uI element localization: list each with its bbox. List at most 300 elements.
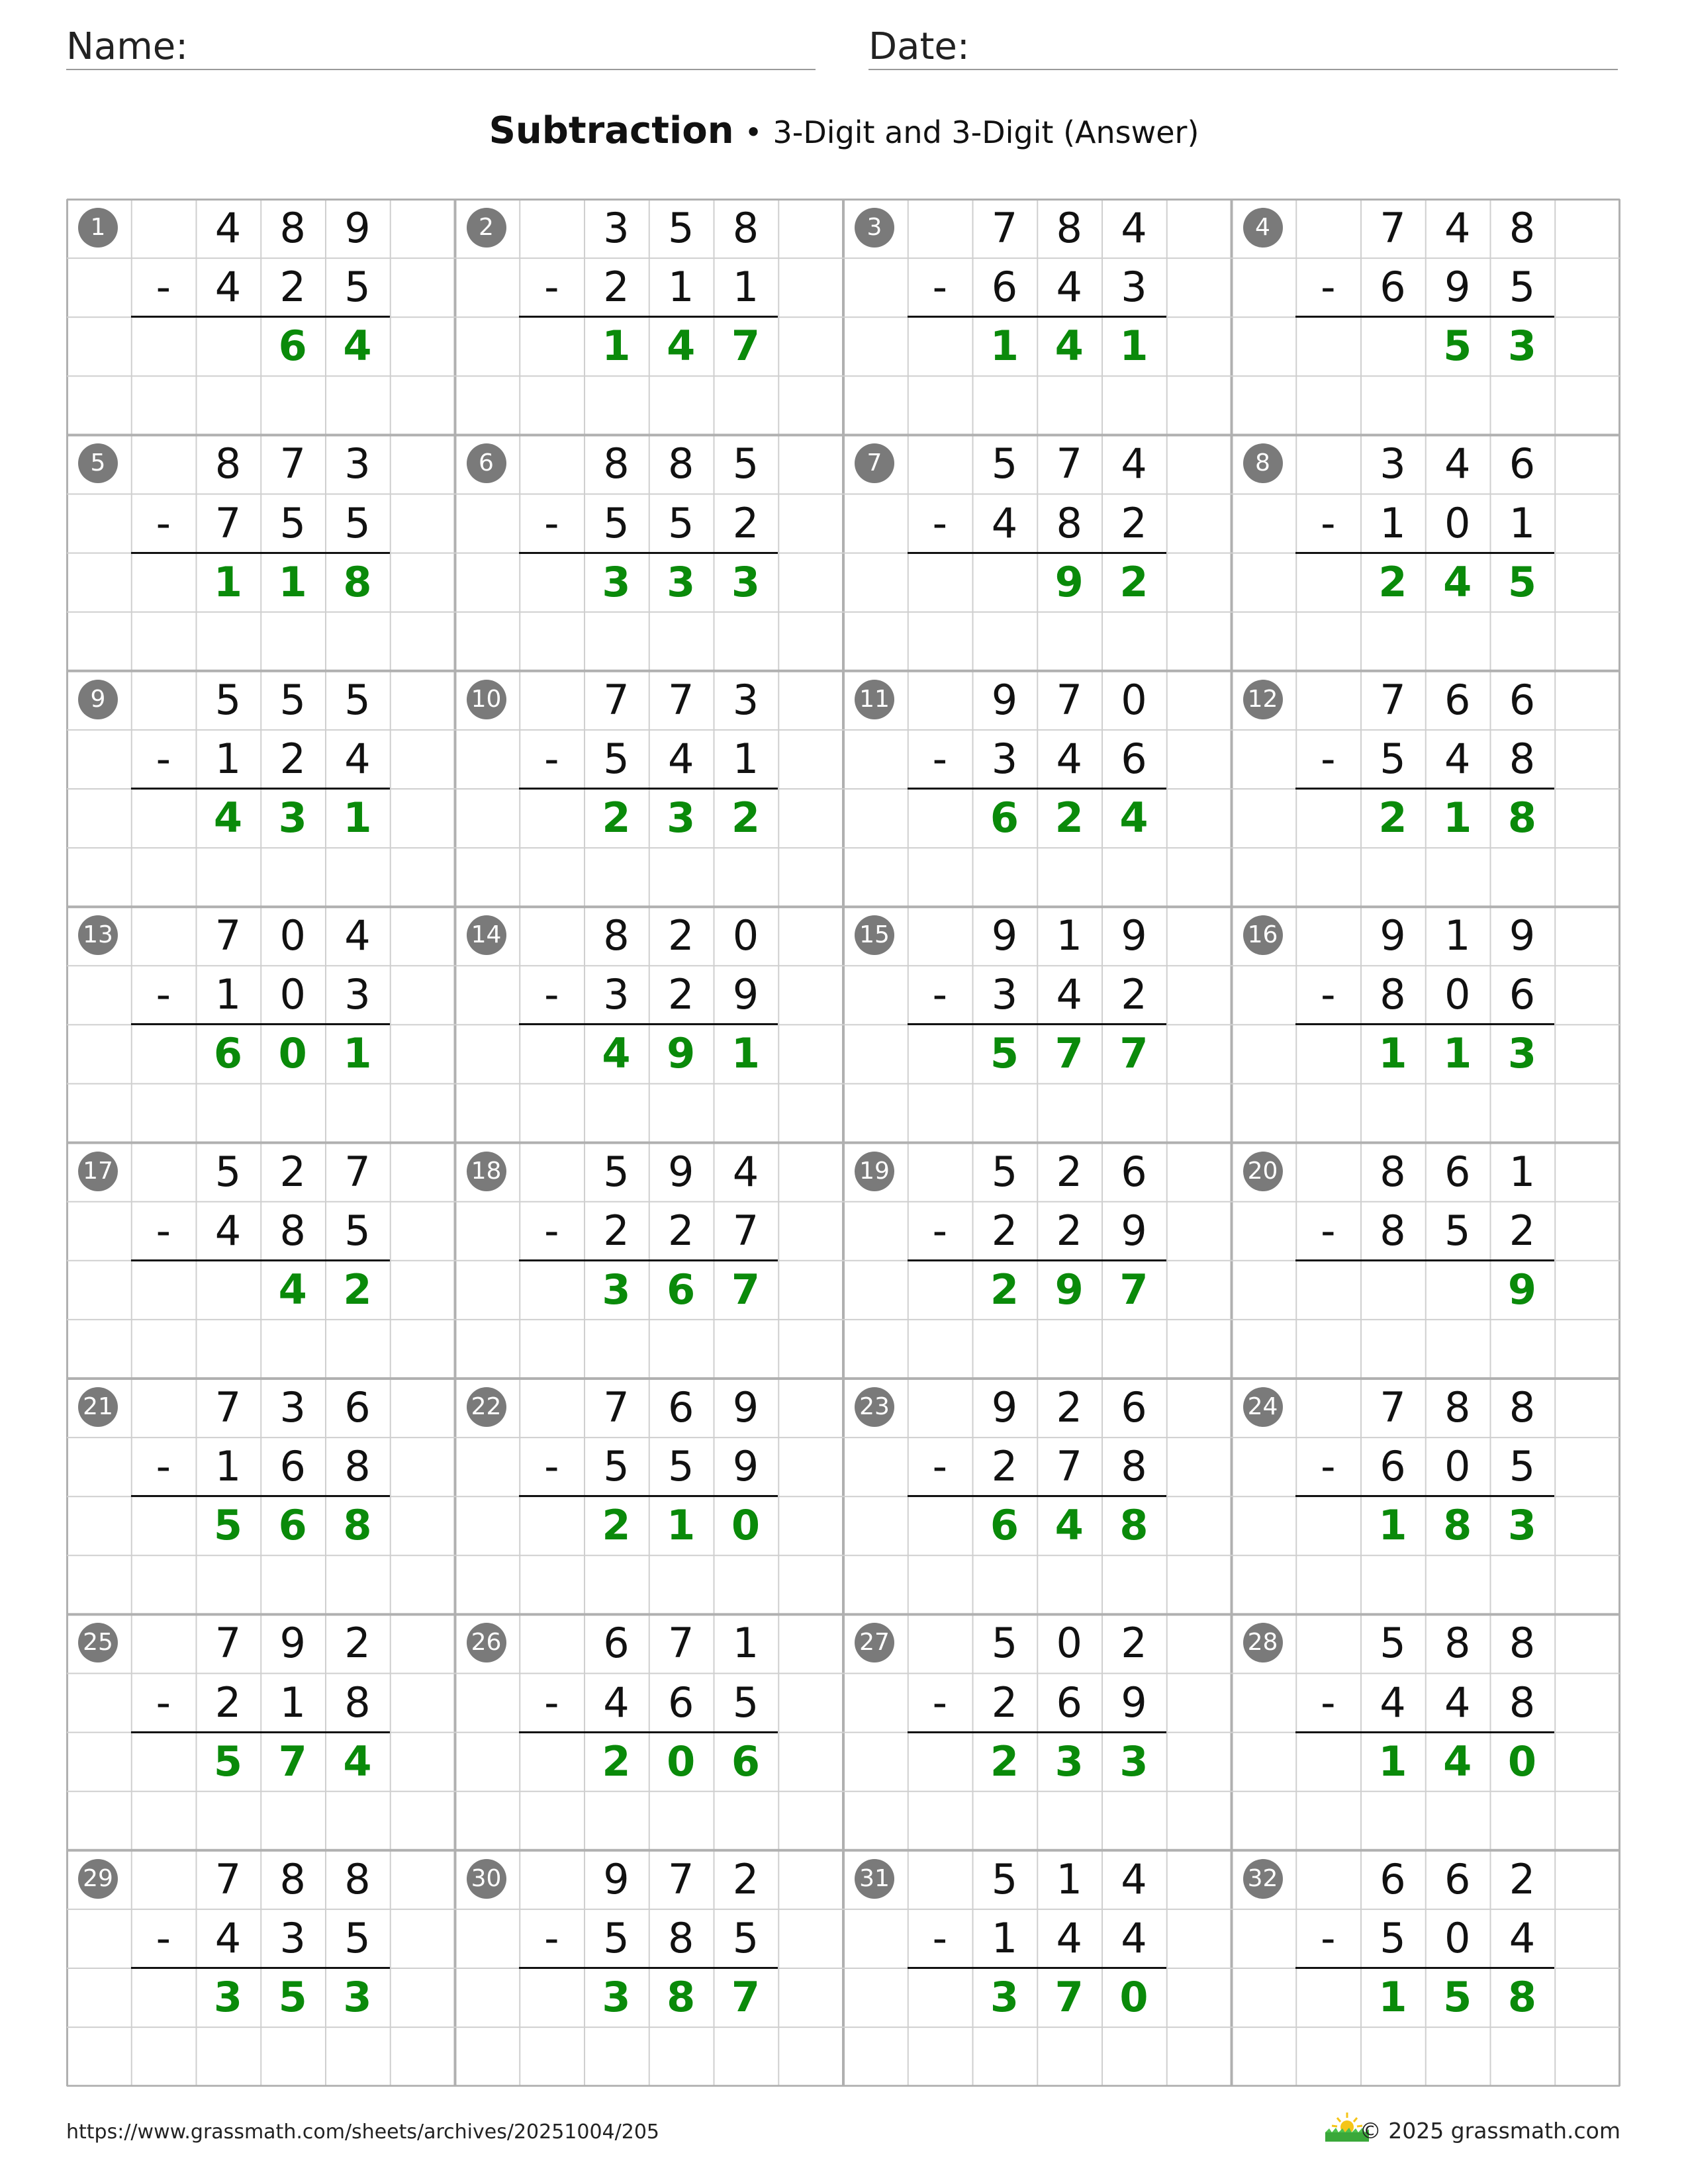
minus-sign: - <box>156 498 171 547</box>
minuend-digit: 2 <box>1121 1619 1147 1668</box>
problem-number-badge: 18 <box>467 1152 506 1191</box>
answer-digit: 4 <box>1119 794 1149 842</box>
subtrahend-digit: 2 <box>991 1678 1018 1727</box>
answer-digit: 3 <box>278 794 307 842</box>
minuend-digit: 7 <box>603 1383 630 1432</box>
subtrahend-digit: 5 <box>279 498 306 547</box>
minuend-digit: 6 <box>1121 1383 1147 1432</box>
answer-digit: 5 <box>213 1737 243 1786</box>
answer-digit: 1 <box>990 322 1019 371</box>
answer-digit: 7 <box>1119 1265 1149 1314</box>
minus-sign: - <box>932 498 947 547</box>
minuend-digit: 2 <box>279 1147 306 1196</box>
minuend-digit: 7 <box>1056 675 1082 724</box>
minuend-digit: 9 <box>344 204 371 252</box>
answer-digit: 1 <box>1443 794 1472 842</box>
minuend-digit: 2 <box>1056 1147 1082 1196</box>
problem-number-badge: 1 <box>78 208 118 248</box>
answer-digit: 4 <box>1443 1737 1472 1786</box>
minus-sign: - <box>932 1678 947 1727</box>
answer-digit: 6 <box>667 1265 696 1314</box>
answer-digit: 8 <box>343 557 372 606</box>
minus-sign: - <box>1321 1442 1336 1491</box>
minuend-digit: 2 <box>1509 1854 1536 1903</box>
subtrahend-digit: 5 <box>1444 1206 1471 1255</box>
minuend-digit: 7 <box>1380 675 1406 724</box>
subtrahend-digit: 2 <box>214 1678 242 1727</box>
minuend-digit: 0 <box>1056 1619 1082 1668</box>
minuend-digit: 9 <box>1509 911 1536 960</box>
problem-number-badge: 22 <box>467 1387 506 1427</box>
answer-digit: 1 <box>1378 1737 1407 1786</box>
subtrahend-digit: 8 <box>344 1678 371 1727</box>
answer-digit: 6 <box>731 1737 761 1786</box>
answer-digit: 6 <box>278 1501 307 1550</box>
problem-number-badge: 5 <box>78 443 118 483</box>
minus-sign: - <box>544 498 559 547</box>
subtrahend-digit: 4 <box>1121 1913 1147 1962</box>
answer-underline <box>908 1495 1166 1497</box>
minuend-digit: 9 <box>991 1383 1018 1432</box>
answer-digit: 3 <box>343 1973 372 2021</box>
problem-number-badge: 7 <box>855 443 894 483</box>
answer-digit: 4 <box>1443 557 1472 606</box>
answer-digit: 0 <box>731 1501 761 1550</box>
minuend-digit: 6 <box>1121 1147 1147 1196</box>
subtrahend-digit: 1 <box>279 1678 306 1727</box>
answer-underline <box>519 1731 778 1733</box>
minus-sign: - <box>932 1206 947 1255</box>
subtrahend-digit: 4 <box>1056 263 1082 312</box>
subtrahend-digit: 7 <box>732 1206 759 1255</box>
subtrahend-digit: 8 <box>1121 1442 1147 1491</box>
minus-sign: - <box>156 1206 171 1255</box>
subtrahend-digit: 5 <box>1380 1913 1406 1962</box>
answer-underline <box>131 1259 390 1261</box>
answer-digit: 1 <box>343 1029 372 1078</box>
minuend-digit: 5 <box>991 1147 1018 1196</box>
answer-digit: 1 <box>667 1501 696 1550</box>
problem-number-badge: 16 <box>1243 915 1283 955</box>
minuend-digit: 7 <box>214 1619 242 1668</box>
subtrahend-digit: 4 <box>1444 1678 1471 1727</box>
answer-underline <box>131 316 390 318</box>
subtrahend-digit: 3 <box>1121 263 1147 312</box>
subtrahend-digit: 0 <box>1444 1913 1471 1962</box>
subtrahend-digit: 6 <box>668 1678 694 1727</box>
answer-underline <box>1295 1731 1554 1733</box>
subtrahend-digit: 4 <box>344 734 371 783</box>
minuend-digit: 8 <box>1056 204 1082 252</box>
answer-digit: 2 <box>1055 794 1084 842</box>
subtrahend-digit: 3 <box>991 970 1018 1019</box>
answer-digit: 2 <box>1378 794 1407 842</box>
minuend-digit: 7 <box>1380 204 1406 252</box>
answer-digit: 6 <box>278 322 307 371</box>
answer-underline <box>1295 1967 1554 1969</box>
subtrahend-digit: 4 <box>1056 970 1082 1019</box>
subtrahend-digit: 5 <box>668 498 694 547</box>
subtrahend-digit: 2 <box>1121 970 1147 1019</box>
problem-number-badge: 30 <box>467 1859 506 1899</box>
subtrahend-digit: 6 <box>279 1442 306 1491</box>
minuend-digit: 8 <box>279 1854 306 1903</box>
problem-number-badge: 11 <box>855 680 894 719</box>
problem-number-badge: 26 <box>467 1623 506 1662</box>
subtrahend-digit: 8 <box>1509 1678 1536 1727</box>
problem-number-badge: 14 <box>467 915 506 955</box>
answer-underline <box>519 1259 778 1261</box>
minuend-digit: 3 <box>344 439 371 488</box>
answer-digit: 3 <box>602 1973 631 2021</box>
minuend-digit: 5 <box>991 439 1018 488</box>
minuend-digit: 7 <box>668 675 694 724</box>
minuend-digit: 4 <box>732 1147 759 1196</box>
minuend-digit: 3 <box>732 675 759 724</box>
answer-digit: 8 <box>667 1973 696 2021</box>
answer-digit: 5 <box>1507 557 1537 606</box>
answer-digit: 1 <box>213 557 243 606</box>
answer-digit: 1 <box>1378 1973 1407 2021</box>
answer-digit: 4 <box>1055 1501 1084 1550</box>
answer-digit: 3 <box>1507 1029 1537 1078</box>
minuend-digit: 8 <box>214 439 242 488</box>
minuend-digit: 1 <box>1056 911 1082 960</box>
minus-sign: - <box>1321 970 1336 1019</box>
minuend-digit: 7 <box>214 911 242 960</box>
answer-underline <box>908 552 1166 554</box>
answer-digit: 8 <box>1507 1973 1537 2021</box>
minuend-digit: 7 <box>668 1854 694 1903</box>
subtrahend-digit: 1 <box>1380 498 1406 547</box>
problem-number-badge: 9 <box>78 680 118 719</box>
answer-digit: 8 <box>343 1501 372 1550</box>
minuend-digit: 7 <box>668 1619 694 1668</box>
answer-digit: 8 <box>1507 794 1537 842</box>
date-label: Date: <box>868 25 970 68</box>
subtrahend-digit: 1 <box>214 734 242 783</box>
minus-sign: - <box>544 1678 559 1727</box>
minus-sign: - <box>156 970 171 1019</box>
subtrahend-digit: 2 <box>603 263 630 312</box>
answer-underline <box>131 1967 390 1969</box>
minus-sign: - <box>932 734 947 783</box>
minuend-digit: 8 <box>1380 1147 1406 1196</box>
answer-underline <box>1295 316 1554 318</box>
answer-digit: 5 <box>1443 1973 1472 2021</box>
subtrahend-digit: 9 <box>1121 1206 1147 1255</box>
answer-digit: 2 <box>343 1265 372 1314</box>
subtrahend-digit: 5 <box>344 1913 371 1962</box>
subtrahend-digit: 0 <box>279 970 306 1019</box>
subtrahend-digit: 4 <box>1056 734 1082 783</box>
problem-number-badge: 13 <box>78 915 118 955</box>
minus-sign: - <box>1321 734 1336 783</box>
minus-sign: - <box>544 1442 559 1491</box>
problem-number-badge: 27 <box>855 1623 894 1662</box>
answer-digit: 7 <box>1055 1029 1084 1078</box>
name-label: Name: <box>66 25 189 68</box>
subtrahend-digit: 2 <box>1056 1206 1082 1255</box>
minuend-digit: 6 <box>1444 675 1471 724</box>
minus-sign: - <box>1321 1206 1336 1255</box>
subtrahend-digit: 4 <box>1380 1678 1406 1727</box>
answer-digit: 1 <box>602 322 631 371</box>
subtrahend-digit: 5 <box>1509 1442 1536 1491</box>
minuend-digit: 0 <box>1121 675 1147 724</box>
subtrahend-digit: 9 <box>1121 1678 1147 1727</box>
subtrahend-digit: 0 <box>1444 1442 1471 1491</box>
answer-digit: 2 <box>1119 557 1149 606</box>
minuend-digit: 6 <box>1509 439 1536 488</box>
subtrahend-digit: 4 <box>214 263 242 312</box>
minuend-digit: 0 <box>279 911 306 960</box>
subtrahend-digit: 6 <box>1509 970 1536 1019</box>
answer-digit: 2 <box>602 1737 631 1786</box>
minuend-digit: 7 <box>214 1383 242 1432</box>
minuend-digit: 5 <box>214 675 242 724</box>
answer-underline <box>131 1731 390 1733</box>
answer-digit: 3 <box>1055 1737 1084 1786</box>
minus-sign: - <box>1321 1913 1336 1962</box>
answer-digit: 2 <box>602 1501 631 1550</box>
problem-number-badge: 3 <box>855 208 894 248</box>
minuend-digit: 9 <box>991 911 1018 960</box>
subtrahend-digit: 8 <box>1380 1206 1406 1255</box>
answer-digit: 3 <box>1507 1501 1537 1550</box>
subtrahend-digit: 5 <box>603 734 630 783</box>
subtrahend-digit: 3 <box>279 1913 306 1962</box>
minus-sign: - <box>156 1678 171 1727</box>
answer-digit: 3 <box>731 557 761 606</box>
problem-number-badge: 32 <box>1243 1859 1283 1899</box>
answer-digit: 4 <box>213 794 243 842</box>
subtrahend-digit: 3 <box>603 970 630 1019</box>
minus-sign: - <box>932 1442 947 1491</box>
subtrahend-digit: 8 <box>279 1206 306 1255</box>
minus-sign: - <box>156 1442 171 1491</box>
subtrahend-digit: 5 <box>603 498 630 547</box>
subtrahend-digit: 4 <box>991 498 1018 547</box>
answer-underline <box>908 788 1166 790</box>
title-main: Subtraction <box>489 109 734 152</box>
minuend-digit: 7 <box>344 1147 371 1196</box>
minuend-digit: 4 <box>1121 1854 1147 1903</box>
answer-underline <box>519 552 778 554</box>
answer-digit: 9 <box>1055 557 1084 606</box>
subtrahend-digit: 5 <box>344 498 371 547</box>
answer-underline <box>908 1259 1166 1261</box>
answer-digit: 2 <box>990 1265 1019 1314</box>
minus-sign: - <box>932 263 947 312</box>
answer-digit: 6 <box>990 1501 1019 1550</box>
answer-underline <box>908 316 1166 318</box>
minuend-digit: 1 <box>1444 911 1471 960</box>
minuend-digit: 9 <box>991 675 1018 724</box>
subtrahend-digit: 0 <box>1444 970 1471 1019</box>
answer-digit: 1 <box>1443 1029 1472 1078</box>
answer-digit: 7 <box>1055 1973 1084 2021</box>
date-field[interactable] <box>868 25 1618 70</box>
answer-digit: 3 <box>1507 322 1537 371</box>
footer-copyright: © 2025 grassmath.com <box>1359 2118 1620 2144</box>
subtrahend-digit: 6 <box>1121 734 1147 783</box>
subtrahend-digit: 5 <box>668 1442 694 1491</box>
answer-digit: 6 <box>990 794 1019 842</box>
worksheet-title <box>0 105 1688 159</box>
subtrahend-digit: 4 <box>214 1913 242 1962</box>
answer-digit: 4 <box>667 322 696 371</box>
footer-url: https://www.grassmath.com/sheets/archives/20251004/205 <box>66 2120 660 2144</box>
problem-number-badge: 24 <box>1243 1387 1283 1427</box>
minus-sign: - <box>156 263 171 312</box>
problem-number-badge: 29 <box>78 1859 118 1899</box>
subtrahend-digit: 8 <box>1056 498 1082 547</box>
subtrahend-digit: 3 <box>344 970 371 1019</box>
subtrahend-digit: 7 <box>214 498 242 547</box>
answer-digit: 0 <box>1507 1737 1537 1786</box>
problem-number-badge: 28 <box>1243 1623 1283 1662</box>
minus-sign: - <box>544 263 559 312</box>
problem-number-badge: 15 <box>855 915 894 955</box>
answer-digit: 1 <box>278 557 307 606</box>
subtrahend-digit: 2 <box>279 263 306 312</box>
subtrahend-digit: 1 <box>991 1913 1018 1962</box>
subtrahend-digit: 6 <box>1380 1442 1406 1491</box>
minuend-digit: 9 <box>1121 911 1147 960</box>
minus-sign: - <box>156 734 171 783</box>
answer-digit: 2 <box>731 794 761 842</box>
minuend-digit: 8 <box>1509 1619 1536 1668</box>
answer-digit: 4 <box>278 1265 307 1314</box>
minuend-digit: 3 <box>603 204 630 252</box>
subtrahend-digit: 5 <box>603 1913 630 1962</box>
subtrahend-digit: 4 <box>1444 734 1471 783</box>
problem-number-badge: 17 <box>78 1152 118 1191</box>
minuend-digit: 8 <box>603 911 630 960</box>
answer-digit: 5 <box>278 1973 307 2021</box>
minuend-digit: 5 <box>991 1854 1018 1903</box>
subtrahend-digit: 5 <box>732 1913 759 1962</box>
answer-digit: 2 <box>990 1737 1019 1786</box>
problem-number-badge: 23 <box>855 1387 894 1427</box>
minuend-digit: 8 <box>1444 1383 1471 1432</box>
minus-sign: - <box>932 1913 947 1962</box>
answer-digit: 4 <box>602 1029 631 1078</box>
answer-digit: 7 <box>731 322 761 371</box>
minuend-digit: 6 <box>668 1383 694 1432</box>
minuend-digit: 4 <box>1444 439 1471 488</box>
subtrahend-digit: 3 <box>991 734 1018 783</box>
answer-digit: 2 <box>602 794 631 842</box>
minuend-digit: 2 <box>732 1854 759 1903</box>
answer-digit: 1 <box>1119 322 1149 371</box>
answer-underline <box>1295 552 1554 554</box>
answer-digit: 1 <box>731 1029 761 1078</box>
subtrahend-digit: 2 <box>603 1206 630 1255</box>
minuend-digit: 7 <box>603 675 630 724</box>
subtrahend-digit: 6 <box>1056 1678 1082 1727</box>
minuend-digit: 1 <box>1509 1147 1536 1196</box>
minuend-digit: 4 <box>344 911 371 960</box>
answer-digit: 3 <box>213 1973 243 2021</box>
minuend-digit: 5 <box>214 1147 242 1196</box>
problem-number-badge: 12 <box>1243 680 1283 719</box>
subtrahend-digit: 7 <box>1056 1442 1082 1491</box>
problem-number-badge: 19 <box>855 1152 894 1191</box>
minus-sign: - <box>1321 1678 1336 1727</box>
minuend-digit: 6 <box>603 1619 630 1668</box>
minuend-digit: 9 <box>1380 911 1406 960</box>
subtrahend-digit: 5 <box>732 1678 759 1727</box>
problem-number-badge: 21 <box>78 1387 118 1427</box>
answer-digit: 3 <box>667 557 696 606</box>
answer-digit: 5 <box>1443 322 1472 371</box>
subtrahend-digit: 5 <box>1509 263 1536 312</box>
minuend-digit: 6 <box>344 1383 371 1432</box>
minus-sign: - <box>1321 498 1336 547</box>
title-subtitle: 3-Digit and 3-Digit (Answer) <box>773 114 1199 150</box>
answer-digit: 7 <box>278 1737 307 1786</box>
answer-digit: 1 <box>343 794 372 842</box>
subtrahend-digit: 0 <box>1444 498 1471 547</box>
subtrahend-digit: 1 <box>668 263 694 312</box>
subtrahend-digit: 2 <box>991 1442 1018 1491</box>
minuend-digit: 2 <box>668 911 694 960</box>
answer-underline <box>908 1023 1166 1025</box>
minuend-digit: 8 <box>1509 1383 1536 1432</box>
problem-number-badge: 25 <box>78 1623 118 1662</box>
minuend-digit: 4 <box>1121 204 1147 252</box>
minuend-digit: 2 <box>344 1619 371 1668</box>
answer-digit: 9 <box>1507 1265 1537 1314</box>
minuend-digit: 8 <box>732 204 759 252</box>
answer-digit: 8 <box>1443 1501 1472 1550</box>
problem-number-badge: 6 <box>467 443 506 483</box>
subtrahend-digit: 9 <box>1444 263 1471 312</box>
minus-sign: - <box>544 970 559 1019</box>
answer-underline <box>519 316 778 318</box>
subtrahend-digit: 2 <box>1121 498 1147 547</box>
subtrahend-digit: 9 <box>732 1442 759 1491</box>
subtrahend-digit: 4 <box>603 1678 630 1727</box>
answer-digit: 3 <box>602 557 631 606</box>
name-field[interactable] <box>66 25 816 70</box>
minuend-digit: 8 <box>279 204 306 252</box>
answer-underline <box>1295 1023 1554 1025</box>
subtrahend-digit: 1 <box>732 734 759 783</box>
answer-underline <box>519 1967 778 1969</box>
subtrahend-digit: 5 <box>1380 734 1406 783</box>
minuend-digit: 7 <box>1056 439 1082 488</box>
minus-sign: - <box>544 1206 559 1255</box>
answer-digit: 6 <box>213 1029 243 1078</box>
answer-digit: 3 <box>602 1265 631 1314</box>
minuend-digit: 4 <box>214 204 242 252</box>
minuend-digit: 5 <box>344 675 371 724</box>
minuend-digit: 6 <box>1444 1854 1471 1903</box>
answer-digit: 4 <box>343 1737 372 1786</box>
minuend-digit: 7 <box>1380 1383 1406 1432</box>
minuend-digit: 5 <box>279 675 306 724</box>
answer-digit: 4 <box>343 322 372 371</box>
subtrahend-digit: 2 <box>279 734 306 783</box>
title-bullet: • <box>744 114 763 150</box>
subtrahend-digit: 4 <box>1056 1913 1082 1962</box>
minuend-digit: 6 <box>1380 1854 1406 1903</box>
problem-number-badge: 10 <box>467 680 506 719</box>
subtrahend-digit: 4 <box>668 734 694 783</box>
